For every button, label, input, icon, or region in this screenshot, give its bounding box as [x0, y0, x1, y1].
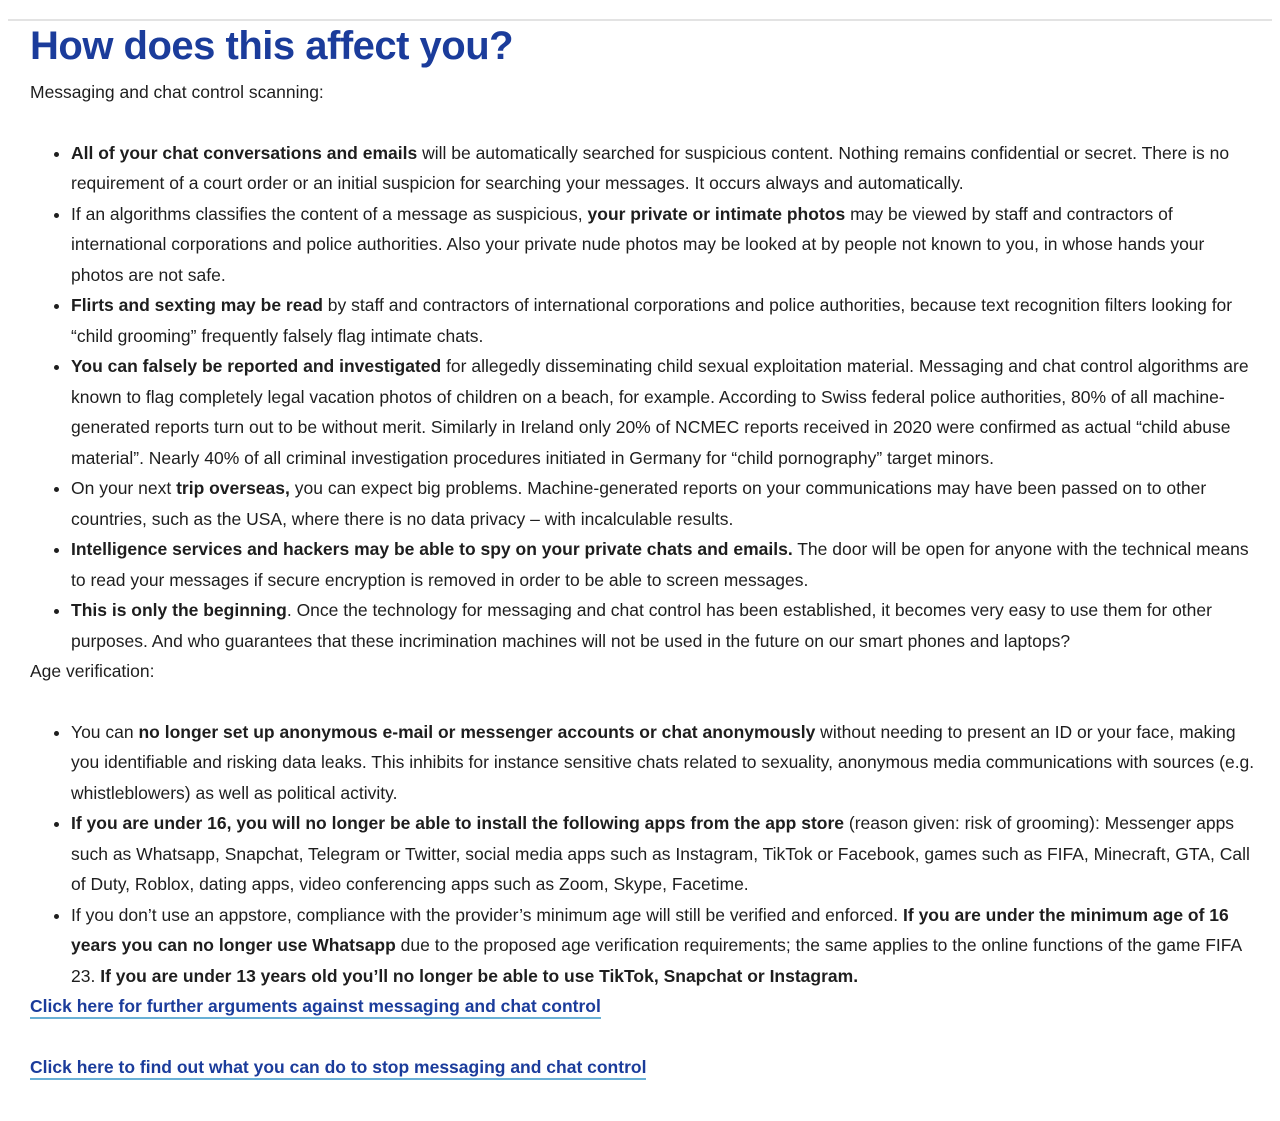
text-segment: trip overseas,: [176, 478, 290, 498]
text-segment: may be viewed by staff and contractors of international corporations and police authorities. Also your private nude photos may be looked at by people not known to you, in whose hands your photos are not safe.: [71, 203, 1205, 285]
link-row-further-arguments: [30, 991, 1260, 1022]
link-what-you-can-do[interactable]: Click here to find out what you can do to stop messaging and chat control: [30, 1057, 646, 1080]
text-segment: If you are under 13 years old you’ll no longer be able to use TikTok, Snapchat or Instagram.: [100, 965, 859, 986]
text-segment: you can expect big problems. Machine-generated reports on your communications may have been passed on to other countries, such as the USA, where there is no data privacy – with incalculable results.: [71, 478, 1207, 529]
list-item: [71, 717, 1260, 809]
article: [0, 23, 1280, 1092]
text-segment: This is only the beginning: [71, 600, 287, 620]
text-segment: All of your chat conversations and emails: [71, 142, 418, 163]
text-segment: (reason given: risk of grooming): Messenger apps such as Whatsapp, Snapchat, Telegram or Twitter, social media apps such as Instagram, TikTok or Facebook, games such as FIFA, Minecraft, GTA, Call of Duty, Roblox, dating apps, video conferencing apps such as Zoom, Skype, Facetime.: [71, 813, 1250, 894]
top-divider: [8, 19, 1272, 21]
list-item: [71, 138, 1260, 199]
text-segment: for allegedly disseminating child sexual exploitation material. Messaging and chat control algorithms are known to flag completely legal vacation photos of children on a beach, for example. According to Swiss federal police authorities, 80% of all machine-generated reports turn out to be without merit. Similarly in Ireland only 20% of NCMEC reports received in 2020 were confirmed as actual “child abuse material”. Nearly 40% of all criminal investigation procedures initiated in Germany for “child pornography” target minors.: [71, 356, 1249, 468]
list-item: [71, 808, 1260, 900]
list-item: [71, 351, 1260, 473]
list-item: [71, 473, 1260, 534]
text-segment: If you are under 16, you will no longer be able to install the following apps from the app store: [71, 813, 845, 833]
list-item: [71, 900, 1260, 992]
text-segment: The door will be open for anyone with the technical means to read your messages if secure encryption is removed in order to be able to screen messages.: [71, 539, 1249, 590]
text-segment: without needing to present an ID or your face, making you identifiable and risking data leaks. This inhibits for instance sensitive chats related to sexuality, anonymous media communications with sources (e.g. whistleblowers) as well as political activity.: [71, 721, 1255, 803]
list-item: [71, 290, 1260, 351]
list-item: [71, 534, 1260, 595]
text-segment: by staff and contractors of international corporations and police authorities, because text recognition filters looking for “child grooming” frequently falsely flag intimate chats.: [71, 295, 1233, 346]
text-segment: If an algorithms classifies the content of a message as suspicious,: [71, 203, 588, 224]
text-segment: If you don’t use an appstore, compliance with the provider’s minimum age will still be verified and enforced.: [71, 904, 904, 925]
link-further-arguments[interactable]: Click here for further arguments against messaging and chat control: [30, 996, 601, 1019]
text-segment: On your next: [71, 478, 177, 498]
text-segment: If you are under the minimum age of 16 years you can no longer use Whatsapp: [71, 904, 1229, 955]
messaging-effects-list: [30, 138, 1260, 657]
text-segment: You can: [71, 721, 139, 742]
page-title: How does this affect you?: [30, 24, 514, 68]
list-item: [71, 199, 1260, 291]
text-segment: your private or intimate photos: [587, 203, 846, 224]
text-segment: Intelligence services and hackers may be able to spy on your private chats and emails.: [71, 539, 793, 559]
text-segment: will be automatically searched for suspicious content. Nothing remains confidential or secret. There is no requirement of a court order or an initial suspicion for searching your messages. It occurs always and automatically.: [71, 142, 1230, 193]
age-verification-list: [30, 717, 1260, 992]
messaging-section-intro: Messaging and chat control scanning:: [30, 82, 324, 102]
list-item: [71, 595, 1260, 656]
text-segment: . Once the technology for messaging and chat control has been established, it becomes very easy to use them for other purposes. And who guarantees that these incrimination machines will not be used in the future on our smart phones and laptops?: [71, 600, 1212, 651]
text-segment: You can falsely be reported and investigated: [71, 356, 442, 376]
text-segment: due to the proposed age verification requirements; the same applies to the online functions of the game FIFA 23.: [71, 935, 1242, 986]
age-verification-section-intro: Age verification:: [30, 661, 155, 681]
link-row-what-you-can-do: [30, 1052, 1260, 1083]
text-segment: no longer set up anonymous e-mail or messenger accounts or chat anonymously: [138, 721, 816, 742]
text-segment: Flirts and sexting may be read: [71, 295, 323, 315]
